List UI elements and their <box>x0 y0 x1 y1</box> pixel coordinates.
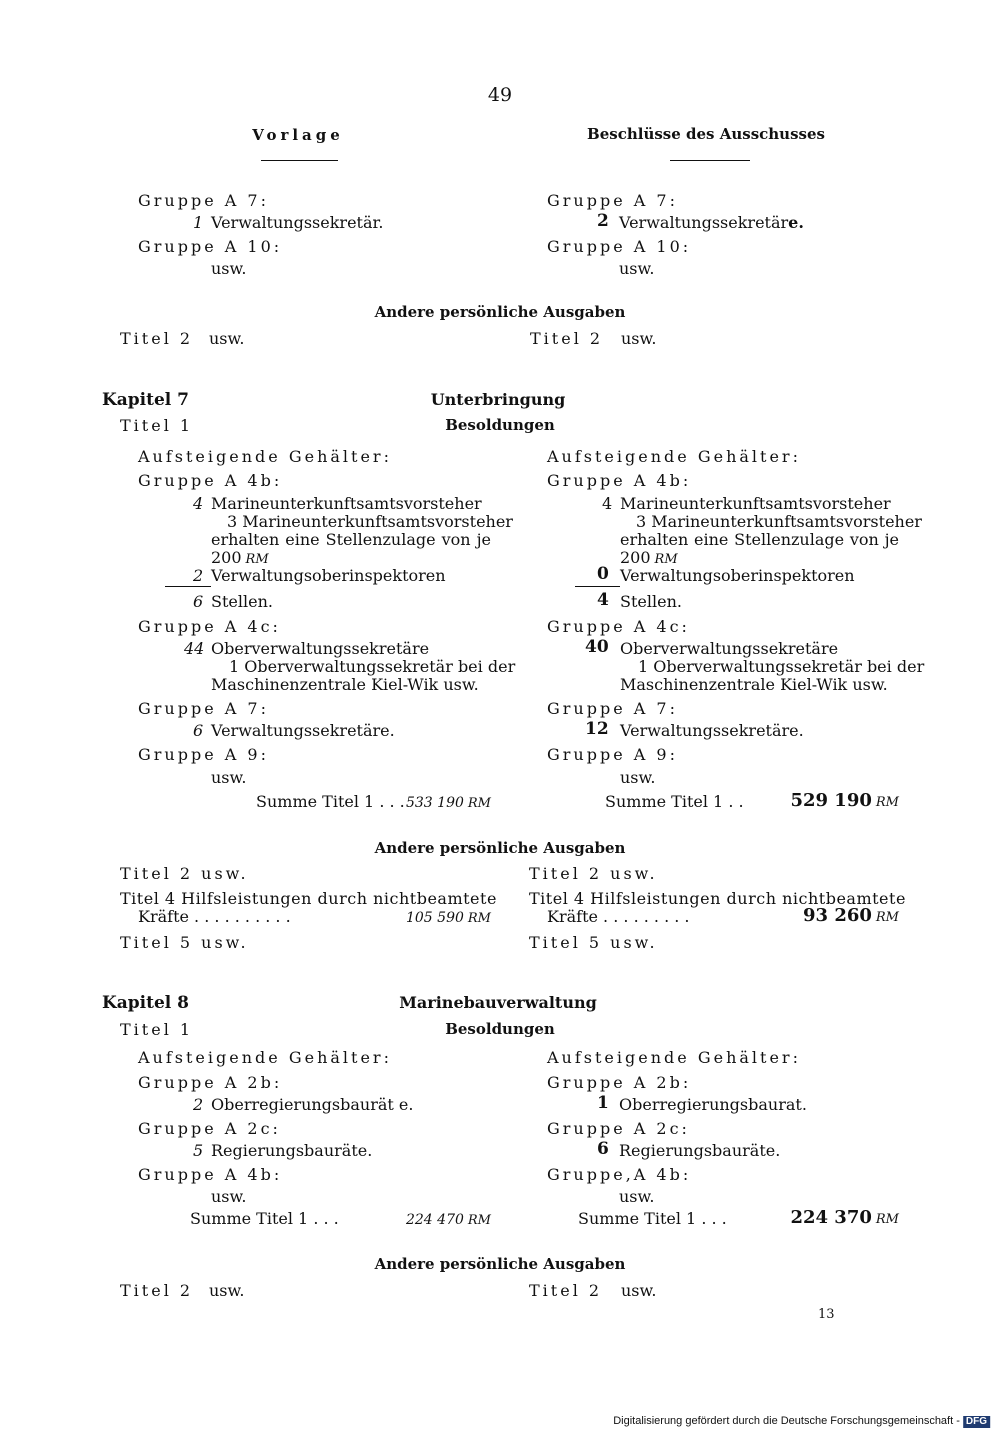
position-text: Verwaltungsoberinspektoren <box>211 566 446 585</box>
kapitel-title: Marinebauverwaltung <box>399 993 597 1012</box>
kapitel-heading: Kapitel 7 <box>102 390 190 410</box>
kapitel-heading: Kapitel 8 <box>102 993 190 1013</box>
besoldungen-heading: Besoldungen <box>445 416 555 434</box>
count: 44 <box>184 639 205 658</box>
titel-line: Titel 2 usw. <box>529 864 658 883</box>
titel-line: Titel 5 usw. <box>529 933 658 952</box>
titel-line-cont: Kräfte . . . . . . . . . <box>547 907 690 926</box>
count: 4 <box>602 494 613 513</box>
usw-text: usw. <box>621 1281 657 1300</box>
group-label: Gruppe A 7: <box>547 191 678 210</box>
titel-line: Titel 5 usw. <box>120 933 249 952</box>
note-text: 3 Marineunterkunftsamtsvorsteher <box>227 512 513 531</box>
titel-label: Titel 1 <box>120 416 194 435</box>
count-changed: 6 <box>597 1139 609 1159</box>
position-text: Verwaltungssekretäre. <box>620 721 804 740</box>
count: 5 <box>193 1141 204 1160</box>
currency-rm: RM <box>875 795 899 810</box>
note-amount-value: 200 <box>620 548 651 567</box>
titel-amount <box>803 907 899 925</box>
currency-rm: RM <box>875 1212 899 1227</box>
count: 4 <box>193 494 204 513</box>
titel-line: Titel 4 Hilfsleistungen durch nichtbeamtete <box>529 889 906 908</box>
summe-amount <box>790 792 899 810</box>
currency-rm: RM <box>654 552 678 567</box>
count-changed: 12 <box>585 719 609 739</box>
note-text: erhalten eine Stellenzulage von je <box>620 530 899 549</box>
group-label: Gruppe A 7: <box>138 699 269 718</box>
summe-amount <box>406 1211 491 1227</box>
group-label: Gruppe A 7: <box>547 699 678 718</box>
page-number: 49 <box>487 84 513 106</box>
summe-amount-value: 529 190 <box>790 790 872 811</box>
usw-text: usw. <box>619 1187 655 1206</box>
titel-line: Titel 2 usw. <box>120 864 249 883</box>
note-text: Maschinenzentrale Kiel-Wik usw. <box>211 675 479 694</box>
note-text: erhalten eine Stellenzulage von je <box>211 530 491 549</box>
currency-rm: RM <box>467 796 491 811</box>
footer <box>613 1416 990 1428</box>
summe-label: Summe Titel 1 . . . <box>578 1209 727 1228</box>
stellen-text: Stellen. <box>211 592 273 611</box>
position-text: Verwaltungsoberinspektoren <box>620 566 855 585</box>
summe-amount-value: 533 190 <box>405 795 464 811</box>
position-text <box>619 215 804 231</box>
section-title: Andere persönliche Ausgaben <box>374 1255 626 1273</box>
summe-amount <box>406 794 491 810</box>
position-text-suffix: e. <box>788 213 804 232</box>
position-text: Verwaltungssekretär. <box>211 213 384 232</box>
signature-mark: 13 <box>818 1307 835 1322</box>
position-text: Marineunterkunftsamtsvorsteher <box>211 494 482 513</box>
header-vorlage: Vorlage <box>252 126 344 144</box>
usw-text: usw. <box>211 768 247 787</box>
group-label: Gruppe A 4c: <box>138 617 281 636</box>
usw-text: usw. <box>209 1281 245 1300</box>
section-title: Andere persönliche Ausgaben <box>374 303 626 321</box>
group-label: Gruppe A 10: <box>547 237 692 256</box>
group-label: Gruppe A 9: <box>138 745 269 764</box>
position-text: Oberverwaltungssekretäre <box>620 639 839 658</box>
note-text: 1 Oberverwaltungssekretär bei der <box>229 657 516 676</box>
currency-rm: RM <box>245 552 269 567</box>
titel-amount-value: 93 260 <box>803 905 872 926</box>
summe-amount <box>790 1209 899 1227</box>
count: 6 <box>193 721 204 740</box>
section-title: Andere persönliche Ausgaben <box>374 839 626 857</box>
usw-text: usw. <box>211 259 247 278</box>
position-text-main: Verwaltungssekretär <box>619 213 789 232</box>
count-total: 6 <box>193 592 204 611</box>
summe-label: Summe Titel 1 . . <box>605 792 744 811</box>
position-text: Oberverwaltungssekretäre <box>211 639 430 658</box>
group-label: Gruppe A 10: <box>138 237 283 256</box>
note-amount <box>211 550 269 566</box>
group-label: Gruppe A 7: <box>138 191 269 210</box>
group-label: Gruppe A 4b: <box>547 471 692 490</box>
titel-label: Titel 2 <box>529 1281 603 1300</box>
header-rule-right <box>670 160 750 161</box>
header-beschluesse: Beschlüsse des Ausschusses <box>587 125 825 143</box>
position-text: Verwaltungssekretäre. <box>211 721 395 740</box>
count: 2 <box>193 566 204 585</box>
titel-label: Titel 2 <box>120 329 194 348</box>
usw-text: usw. <box>621 329 657 348</box>
group-label: Gruppe,A 4b: <box>547 1165 692 1184</box>
dfg-logo: DFG <box>963 1416 990 1428</box>
group-label: Gruppe A 2c: <box>547 1119 690 1138</box>
position-text: Regierungsbauräte. <box>619 1141 781 1160</box>
aufsteigende-label: Aufsteigende Gehälter: <box>547 447 801 466</box>
titel-label: Titel 1 <box>120 1020 194 1039</box>
count-total-changed: 4 <box>597 590 609 610</box>
footer-text: Digitalisierung gefördert durch die Deutsche Forschungsgemeinschaft - <box>613 1415 960 1427</box>
group-label: Gruppe A 4b: <box>138 1165 283 1184</box>
note-text: Maschinenzentrale Kiel-Wik usw. <box>620 675 888 694</box>
summe-label: Summe Titel 1 . . . <box>256 792 405 811</box>
titel-line-cont: Kräfte . . . . . . . . . . <box>138 907 291 926</box>
position-text: Oberregierungsbaurät e. <box>211 1095 414 1114</box>
summe-amount-value: 224 470 <box>405 1212 464 1228</box>
position-text: Marineunterkunftsamtsvorsteher <box>620 494 891 513</box>
group-label: Gruppe A 2c: <box>138 1119 281 1138</box>
note-amount <box>620 550 678 566</box>
count: 2 <box>193 1095 204 1114</box>
sum-rule <box>165 586 211 587</box>
currency-rm: RM <box>467 911 491 926</box>
count-changed: 40 <box>585 637 609 657</box>
currency-rm: RM <box>467 1213 491 1228</box>
note-text: 1 Oberverwaltungssekretär bei der <box>638 657 925 676</box>
position-text: Oberregierungsbaurat. <box>619 1095 807 1114</box>
titel-amount-value: 105 590 <box>405 910 464 926</box>
titel-label: Titel 2 <box>120 1281 194 1300</box>
note-amount-value: 200 <box>211 548 242 567</box>
titel-amount <box>406 909 491 925</box>
count-changed: 0 <box>597 564 609 584</box>
besoldungen-heading: Besoldungen <box>445 1020 555 1038</box>
count-changed: 1 <box>597 1093 609 1113</box>
group-label: Gruppe A 2b: <box>138 1073 283 1092</box>
summe-amount-value: 224 370 <box>790 1207 872 1228</box>
aufsteigende-label: Aufsteigende Gehälter: <box>138 1048 392 1067</box>
titel-line: Titel 4 Hilfsleistungen durch nichtbeamtete <box>120 889 497 908</box>
titel-label: Titel 2 <box>530 329 604 348</box>
usw-text: usw. <box>619 259 655 278</box>
usw-text: usw. <box>211 1187 247 1206</box>
count-changed: 2 <box>597 211 609 231</box>
summe-label: Summe Titel 1 . . . <box>190 1209 339 1228</box>
usw-text: usw. <box>209 329 245 348</box>
sum-rule <box>575 586 620 587</box>
note-text: 3 Marineunterkunftsamtsvorsteher <box>636 512 922 531</box>
position-text: Regierungsbauräte. <box>211 1141 373 1160</box>
usw-text: usw. <box>620 768 656 787</box>
count: 1 <box>193 213 204 232</box>
group-label: Gruppe A 2b: <box>547 1073 692 1092</box>
aufsteigende-label: Aufsteigende Gehälter: <box>138 447 392 466</box>
group-label: Gruppe A 4b: <box>138 471 283 490</box>
group-label: Gruppe A 4c: <box>547 617 690 636</box>
header-rule-left <box>261 160 338 161</box>
kapitel-title: Unterbringung <box>430 390 566 409</box>
aufsteigende-label: Aufsteigende Gehälter: <box>547 1048 801 1067</box>
stellen-text: Stellen. <box>620 592 682 611</box>
currency-rm: RM <box>875 910 899 925</box>
group-label: Gruppe A 9: <box>547 745 678 764</box>
